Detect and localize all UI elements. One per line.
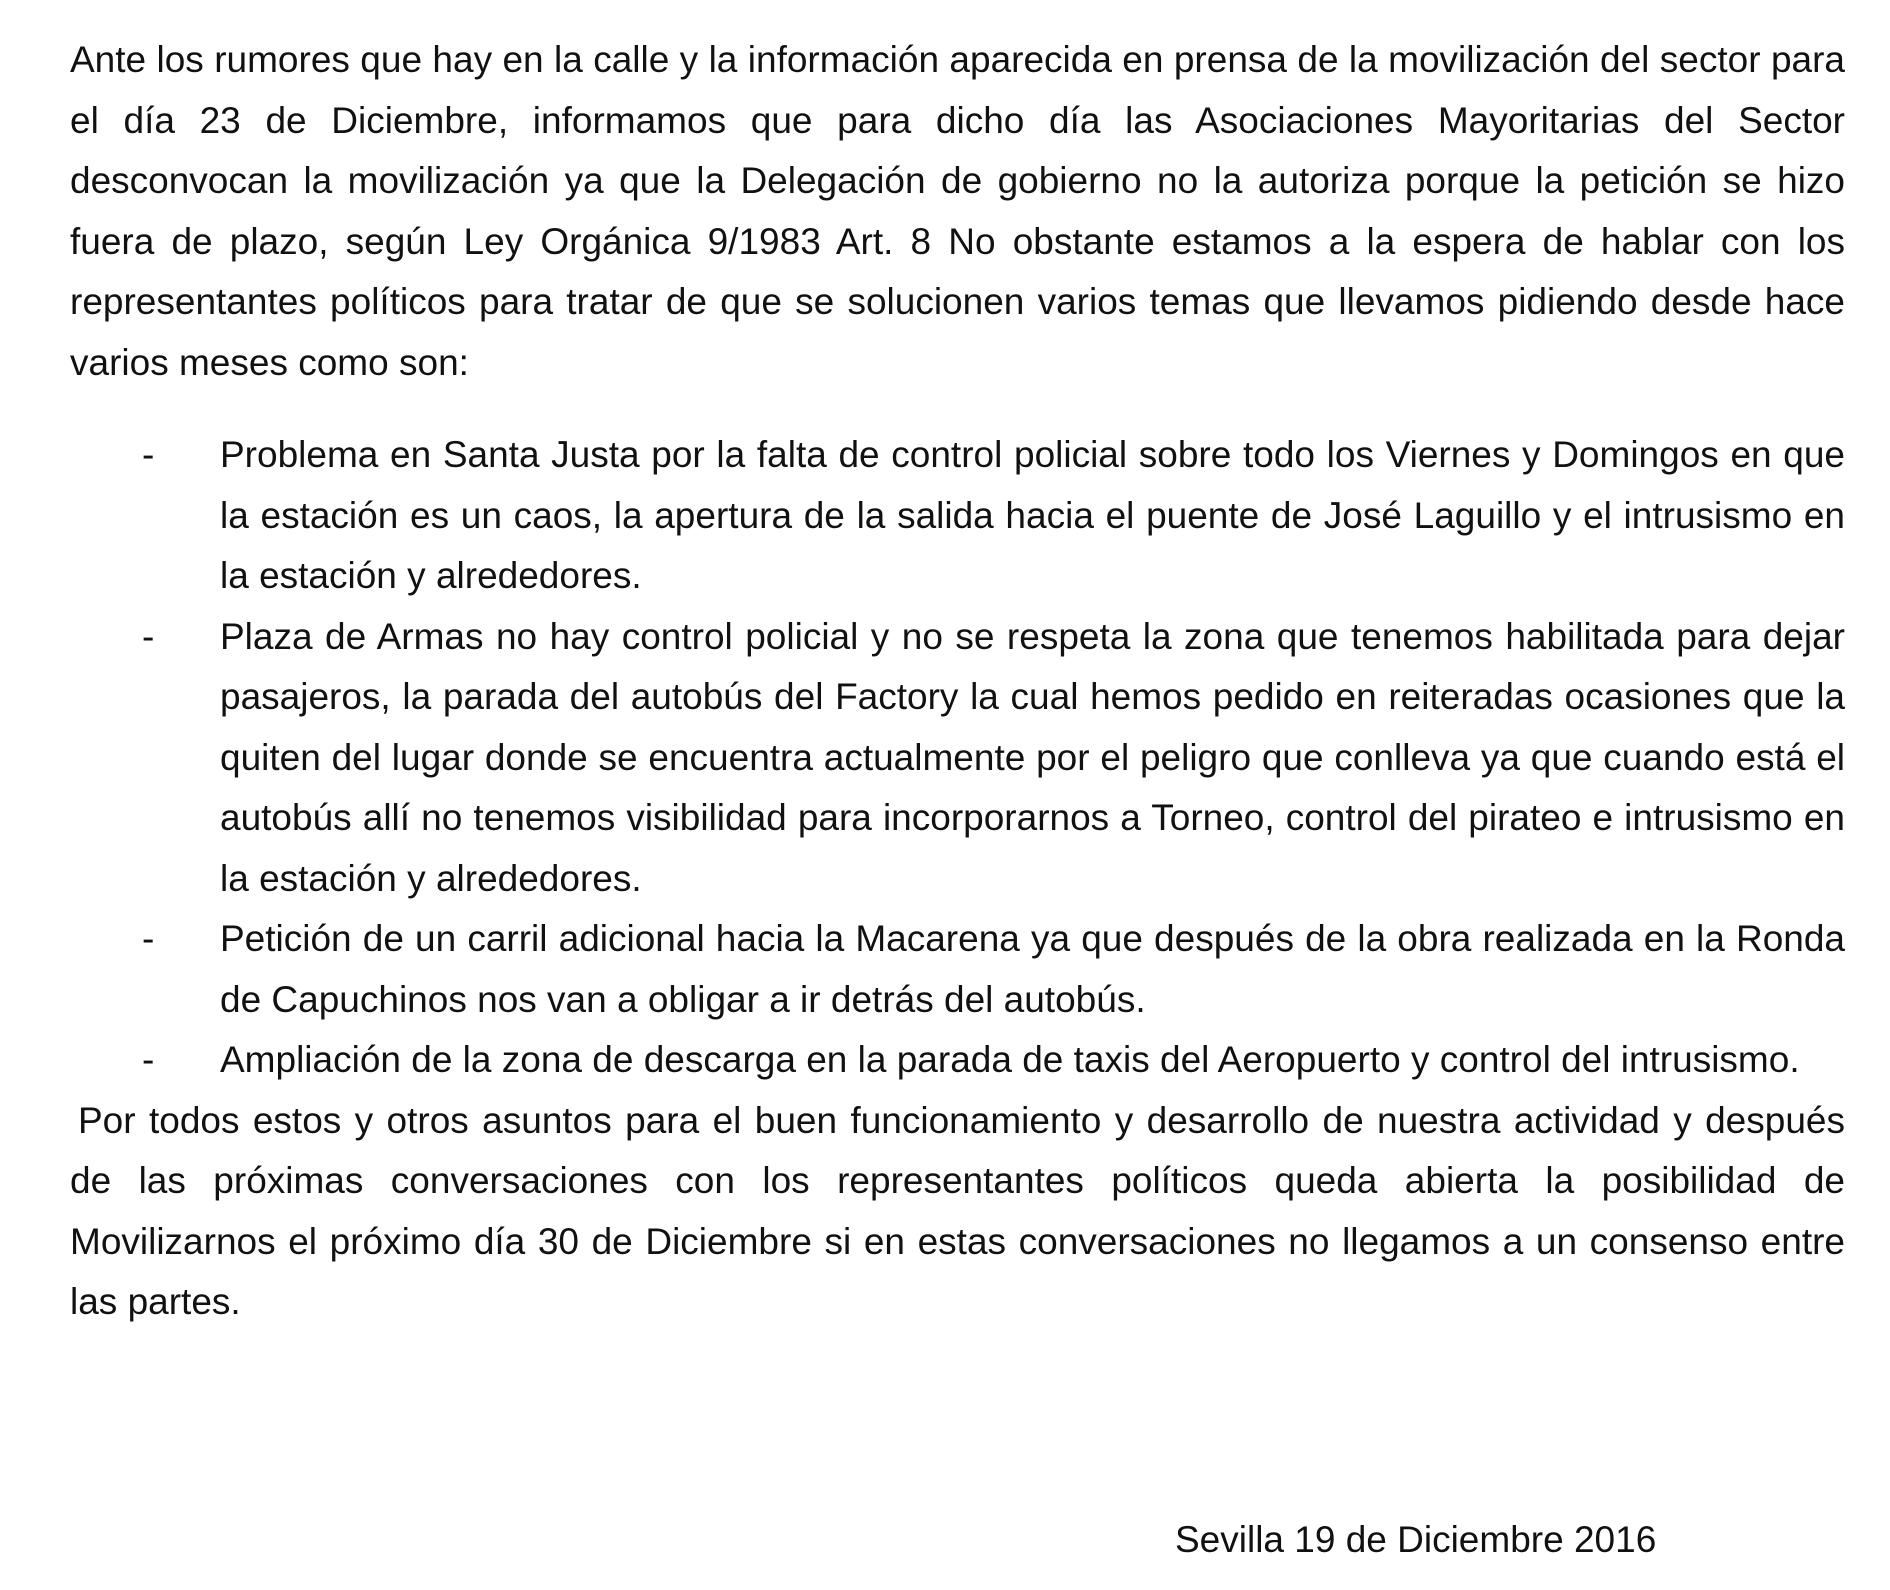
list-item: [70, 425, 1845, 607]
list-item-text: Petición de un carril adicional hacia la Macarena ya que después de la obra realizada en la Ronda de Capuchinos nos van a obligar a ir detrás del autobús.: [220, 918, 1845, 1020]
bullet-dash: -: [142, 434, 155, 475]
list-item-text: Plaza de Armas no hay control policial y no se respeta la zona que tenemos habilitada para dejar pasajeros, la parada del autobús del Factory la cual hemos pedido en reiteradas ocasiones que la quiten del lugar donde se encuentra actualmente por el peligro que conlleva ya que cuando está el autobús allí no tenemos visibilidad para incorporarnos a Torneo, control del pirateo e intrusismo en la estación y alrededores.: [220, 615, 1845, 899]
list-item: [70, 607, 1845, 910]
intro-paragraph: Ante los rumores que hay en la calle y la información aparecida en prensa de la movilización del sector para el día 23 de Diciembre, informamos que para dicho día las Asociaciones Mayoritarias del Sector desconvocan la movilización ya que la Delegación de gobierno no la autoriza porque la petición se hizo fuera de plazo, según Ley Orgánica 9/1983 Art. 8 No obstante estamos a la espera de hablar con los representantes políticos para tratar de que se solucionen varios temas que llevamos pidiendo desde hace varios meses como son:: [70, 39, 1845, 383]
document-page: [70, 30, 1845, 1333]
demands-list: [70, 425, 1845, 1091]
bullet-dash: -: [142, 918, 155, 959]
list-item-text: Ampliación de la zona de descarga en la parada de taxis del Aeropuerto y control del intrusismo.: [220, 1039, 1800, 1080]
list-item: [70, 1030, 1845, 1091]
bullet-dash: -: [142, 615, 155, 657]
list-item: [70, 909, 1845, 1030]
bullet-dash: -: [142, 1039, 155, 1080]
list-item-text: Problema en Santa Justa por la falta de control policial sobre todo los Viernes y Domingos en que la estación es un caos, la apertura de la salida hacia el puente de José Laguillo y el intrusismo en la estación y alrededores.: [220, 434, 1845, 596]
signature-date: Sevilla 19 de Diciembre 2016: [1175, 1519, 1657, 1560]
closing-paragraph: Por todos estos y otros asuntos para el buen funcionamiento y desarrollo de nuestra actividad y después de las próximas conversaciones con los representantes políticos queda abierta la posibilidad de Movilizarnos el próximo día 30 de Diciembre si en estas conversaciones no llegamos a un consenso entre las partes.: [70, 1099, 1845, 1322]
